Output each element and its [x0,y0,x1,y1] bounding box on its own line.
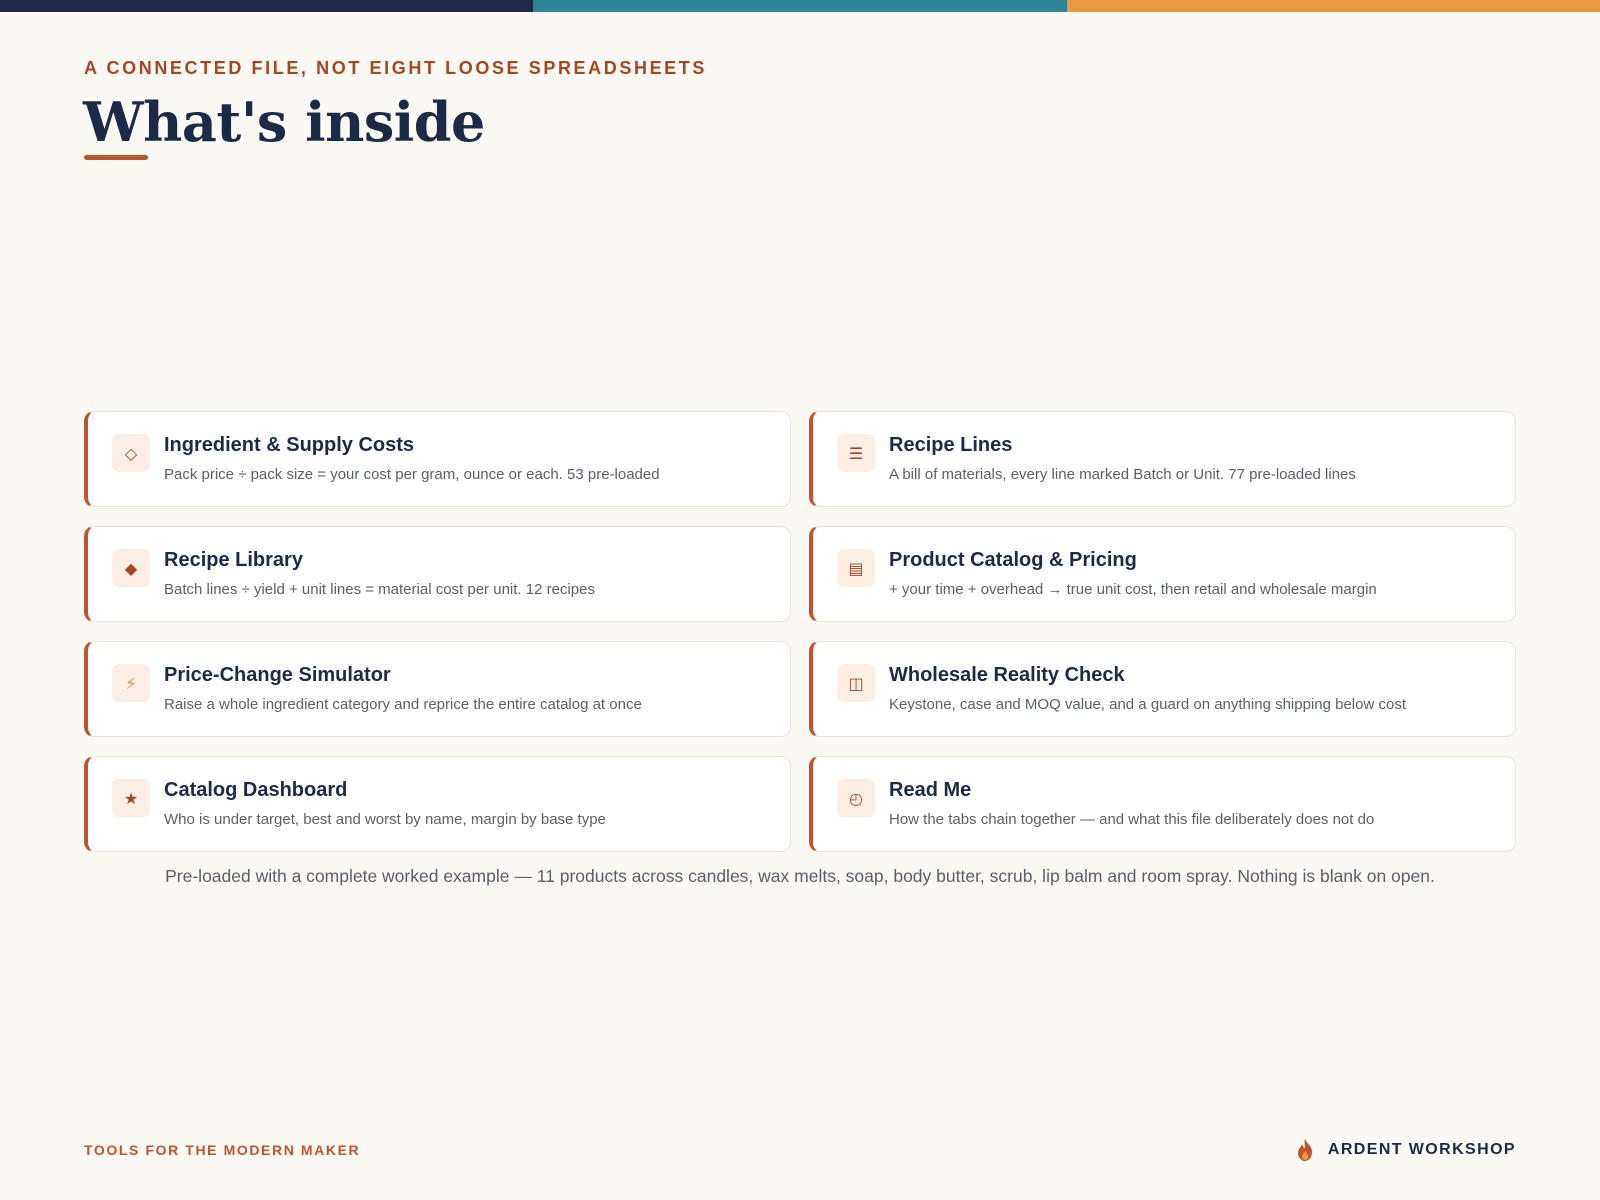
contents-grid [84,411,1516,852]
card-title: Catalog Dashboard [164,779,348,801]
brand-name: ARDENT WORKSHOP [1327,1141,1516,1158]
diamond-outline-icon: ◇ [112,434,150,472]
diamond-filled-icon: ◆ [112,549,150,587]
card-price-change-simulator [84,641,791,737]
card-description: Raise a whole ingredient category and reprice the entire catalog at once [164,696,642,713]
card-recipe-lines [809,411,1516,507]
split-box-icon: ◫ [837,664,875,702]
card-title: Price-Change Simulator [164,664,391,686]
card-read-me [809,756,1516,852]
card-title: Recipe Lines [889,434,1013,456]
card-title: Product Catalog & Pricing [889,549,1137,571]
top-bar-orange-segment [1067,0,1600,12]
star-icon: ★ [112,779,150,817]
footer-tagline: TOOLS FOR THE MODERN MAKER [84,1142,361,1158]
card-title: Ingredient & Supply Costs [164,434,415,456]
top-bar-teal-segment [533,0,1066,12]
catalog-icon: ▤ [837,549,875,587]
card-ingredient-supply-costs [84,411,791,507]
card-description: Who is under target, best and worst by name, margin by base type [164,811,606,828]
title-underline [84,155,148,160]
card-catalog-dashboard [84,756,791,852]
card-description: Keystone, case and MOQ value, and a guard on anything shipping below cost [889,696,1406,713]
card-wholesale-reality-check [809,641,1516,737]
lightning-icon: ⚡ [112,664,150,702]
lines-icon: ☰ [837,434,875,472]
card-description: A bill of materials, every line marked Batch or Unit. 77 pre-loaded lines [889,466,1356,483]
card-recipe-library [84,526,791,622]
top-color-bar [0,0,1600,12]
card-description: Pack price ÷ pack size = your cost per gram, ounce or each. 53 pre-loaded [164,466,660,483]
top-bar-navy-segment [0,0,533,12]
page-title: What's inside [83,90,485,154]
eyebrow-label: A CONNECTED FILE, NOT EIGHT LOOSE SPREADSHEETS [84,58,707,78]
clock-icon: ◴ [837,779,875,817]
card-description: Batch lines ÷ yield + unit lines = material cost per unit. 12 recipes [164,581,595,598]
card-description: + your time + overhead → true unit cost, then retail and wholesale margin [889,581,1377,598]
flame-logo-icon [1294,1138,1316,1162]
card-product-catalog-pricing [809,526,1516,622]
card-title: Wholesale Reality Check [889,664,1125,686]
footer-brand [1294,1138,1516,1162]
card-title: Read Me [889,779,972,801]
preloaded-note: Pre-loaded with a complete worked example — 11 products across candles, wax melts, soap, body butter, scrub, lip balm and room spray. Nothing is blank on open. [165,866,1435,886]
card-description: How the tabs chain together — and what this file deliberately does not do [889,811,1375,828]
card-title: Recipe Library [164,549,303,571]
